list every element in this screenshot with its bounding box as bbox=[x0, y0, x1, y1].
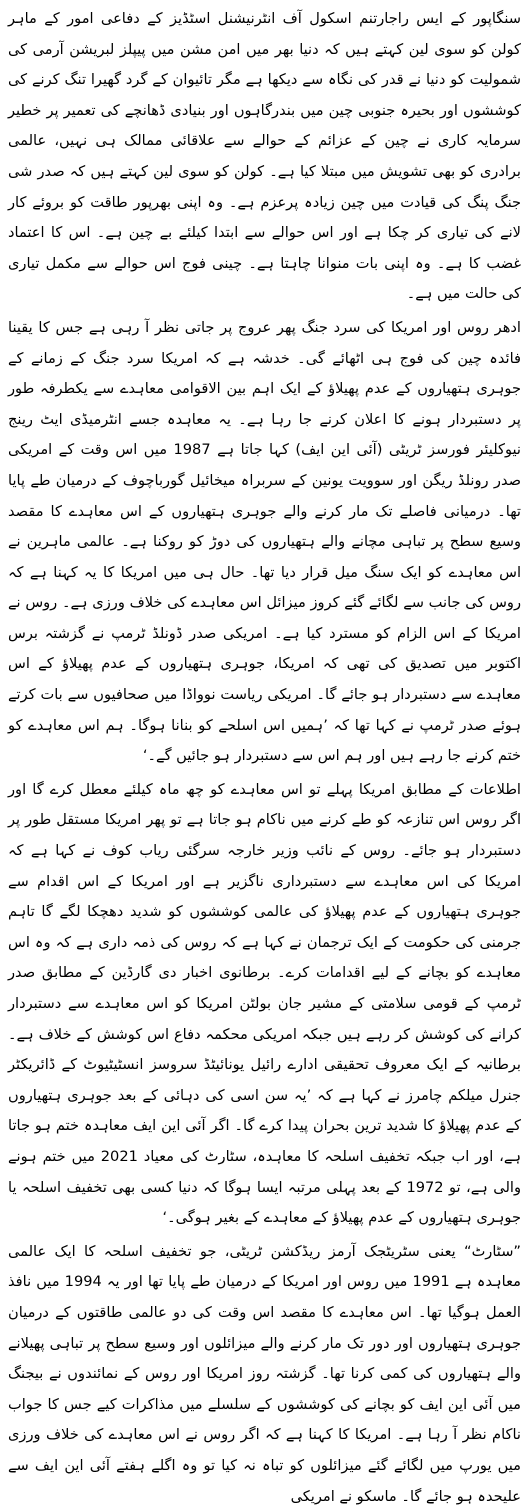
article-paragraph-1: سنگاپور کے ایس راجارتنم اسکول آف انٹرنیشنل اسٹڈیز کے دفاعی امور کے ماہر کولن کو سوی لین کہتے ہیں کہ دنیا بھر میں امن مشن میں پیپلز لبریشن آرمی کی شمولیت کو دنیا نے قدر کی نگاہ سے دیکھا ہے مگر تائیوان کے گرد گھیرا تنگ کرنے کی کوششوں اور بحیرہ جنوبی چین میں بندرگاہوں اور بنیادی ڈھانچے کی تعمیر پر خطیر سرمایہ کاری نے چین کے عزائم کے حوالے سے علاقائی ممالک ہی نہیں، عالمی برادری کو بھی تشویش میں مبتلا کیا ہے۔ کولن کو سوی لین کہتے ہیں کہ صدر شی جنگ پنگ کی قیادت میں چین زیادہ پرعزم ہے۔ وہ اپنی بھرپور طاقت کو بروئے کار لانے کی تیاری کر چکا ہے اور اس حوالے سے ابتدا کیلئے بے چین ہے۔ اس کا اعتماد غضب کا ہے۔ وہ اپنی بات منوانا چاہتا ہے۔ چینی فوج اس حوالے سے مکمل تیاری کی حالت میں ہے۔ bbox=[8, 10, 521, 303]
article-paragraph-3: اطلاعات کے مطابق امریکا پہلے تو اس معاہدے کو چھ ماہ کیلئے معطل کرے گا اور اگر روس اس تنازعہ کو طے کرنے میں ناکام ہو جاتا ہے تو پھر امریکا مستقل طور پر دستبردار ہو جائے۔ روس کے نائب وزیر خارجہ سرگئی ریاب کوف نے کہا ہے کہ امریکا کی اس معاہدے سے دستبرداری ناگزیر ہے اور امریکا کے اس اقدام سے جوہری ہتھیاروں کے عدم پھیلاؤ کی عالمی کوششوں کو شدید دھچکا لگے گا تاہم جرمنی کی حکومت کے ایک ترجمان نے کہا ہے کہ روس کی ذمہ داری ہے کہ وہ اس معاہدے کو بچانے کے لیے اقدامات کرے۔ برطانوی اخبار دی گارڈین کے مطابق صدر ٹرمپ کے قومی سلامتی کے مشیر جان بولٹن امریکا کو اس معاہدے سے دستبردار کرانے کی کوشش کر رہے ہیں جبکہ امریکی محکمہ دفاع اس کوشش کے خلاف ہے۔ برطانیہ کے ایک معروف تحقیقی ادارے رائیل یونائیٹڈ سروسز انسٹیٹیوٹ کے ڈائریکٹر جنرل میلکم چامرز نے کہا ہے کہ ’یہ سن اسی کی دہائی کے بعد جوہری ہتھیاروں کے عدم پھیلاؤ کا شدید ترین بحران پیدا کرے گا۔ اگر آئی این ایف معاہدہ ختم ہو جاتا ہے، اور اب جبکہ تخفیف اسلحہ کا معاہدہ، سٹارٹ کی معیاد 2021 میں ختم ہونے والی ہے، تو 1972 کے بعد پہلی مرتبہ ایسا ہوگا کہ دنیا کسی بھی تخفیف اسلحہ یا جوہری ہتھیاروں کے عدم پھیلاؤ کے معاہدے کے بغیر ہوگی۔‘ bbox=[8, 780, 522, 1227]
article-paragraph-2: ادھر روس اور امریکا کی سرد جنگ پھر عروج پر جاتی نظر آ رہی ہے جس کا یقینا فائدہ چین کی فوج ہی اٹھائے گی۔ خدشہ ہے کہ امریکا سرد جنگ کے زمانے کے جوہری ہتھیاروں کے عدم پھیلاؤ کے ایک اہم بین الاقوامی معاہدے سے یکطرفہ طور پر دستبردار ہونے کا اعلان کرنے جا رہا ہے۔ یہ معاہدہ جسے انٹرمیڈی ایٹ رینج نیوکلیئر فورسز ٹریٹی (آئی این ایف) کہا جاتا ہے 1987 میں اس وقت کے امریکی صدر رونلڈ ریگن اور سوویت یونین کے سربراہ میخائیل گورباچوف کے درمیان طے پایا تھا۔ درمیانی فاصلے تک مار کرنے والے جوہری ہتھیاروں کے اس معاہدے کا مقصد وسیع سطح پر تباہی مچانے والے ہتھیاروں کی دوڑ کو روکنا ہے۔ عالمی ماہرین نے اس معاہدے کو ایک سنگ میل قرار دیا تھا۔ حال ہی میں امریکا کا یہ کہنا ہے کہ روس کی جانب سے لگائے گئے کروز میزائل اس معاہدے کی خلاف ورزی ہے۔ روس نے امریکا کے اس الزام کو مسترد کیا ہے۔ امریکی صدر ڈونلڈ ٹرمپ نے گزشتہ برس اکتوبر میں تصدیق کی تھی کہ امریکا، جوہری ہتھیاروں کے عدم پھیلاؤ کے اس معاہدے سے دستبردار ہو جائے گا۔ امریکی ریاست نوواڈا میں صحافیوں سے بات کرتے ہوئے صدر ٹرمپ نے کہا تھا کہ ’ہمیں اس اسلحے کو بنانا ہوگا۔ ہم اس معاہدے کو ختم کرنے جا رہے ہیں اور ہم اس سے دستبردار ہو جائیں گے۔‘ bbox=[8, 318, 521, 765]
article-paragraph-4: ”سٹارٹ“ یعنی سٹریٹجک آرمز ریڈکشن ٹریٹی، جو تخفیف اسلحہ کا ایک عالمی معاہدہ ہے 1991 میں روس اور امریکا کے درمیان طے پایا تھا اور یہ 1994 میں نافذ العمل ہوگیا تھا۔ اس معاہدے کا مقصد اس وقت کی دو عالمی طاقتوں کے درمیان جوہری ہتھیاروں اور دور تک مار کرنے والے میزائلوں اور وسیع سطح پر تباہی پھیلانے والے ہتھیاروں کی کمی کرنا تھا۔ گزشتہ روز امریکا اور روس کے نمائندوں نے بیجنگ میں آئی این ایف کو بچانے کی کوششوں کے سلسلے میں مذاکرات کیے جس کا جواب ناکام نظر آ رہا ہے۔ امریکا کا کہنا ہے کہ اگر روس نے اس معاہدے کی خلاف ورزی میں یورپ میں لگائے گئے میزائلوں کو تباہ نہ کیا تو وہ اگلے ہفتے آئی این ایف سے علیحدہ ہو جائے گا۔ ماسکو نے امریکی bbox=[8, 1242, 521, 1505]
